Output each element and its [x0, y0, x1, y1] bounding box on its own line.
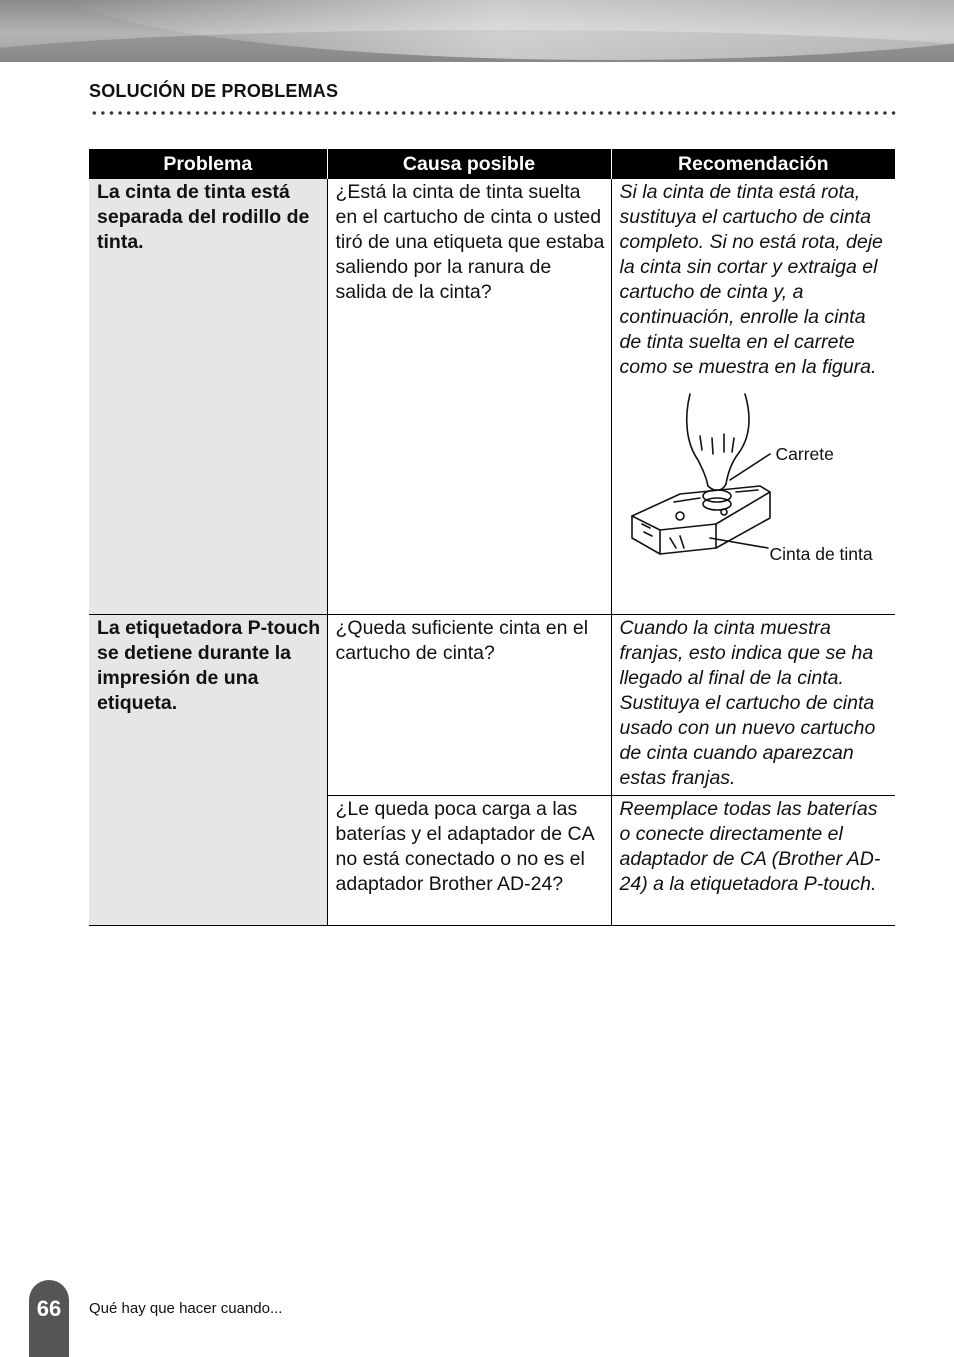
column-header-problem: Problema: [89, 149, 327, 179]
recommendation-cell: Cuando la cinta muestra franjas, esto indica que se ha llegado al final de la cinta. Sustituya el cartucho de cinta usado con un nuevo cartucho de cinta cuando aparezcan estas franjas.: [611, 615, 895, 796]
cause-cell: ¿Le queda poca carga a las baterías y el adaptador de CA no está conectado o no es el adaptador Brother AD-24?: [327, 796, 611, 926]
table-row: [89, 179, 895, 615]
dotted-divider: [90, 110, 896, 116]
recommendation-cell: [611, 179, 895, 615]
column-header-recommendation: Recomendación: [611, 149, 895, 179]
recommendation-cell: Reemplace todas las baterías o conecte directamente el adaptador de CA (Brother AD-24) a la etiquetadora P-touch.: [611, 796, 895, 926]
header-band: [0, 0, 954, 62]
page-number-tab: 66: [29, 1280, 69, 1357]
footer-text: Qué hay que hacer cuando...: [89, 1300, 283, 1317]
section-title: SOLUCIÓN DE PROBLEMAS: [89, 81, 339, 101]
cause-cell: ¿Queda suficiente cinta en el cartucho de cinta?: [327, 615, 611, 796]
cause-cell: ¿Está la cinta de tinta suelta en el cartucho de cinta o usted tiró de una etiqueta que estaba saliendo por la ranura de salida de la cinta?: [327, 179, 611, 615]
table-row: [89, 615, 895, 796]
label-ribbon: Cinta de tinta: [769, 544, 873, 564]
troubleshooting-table: [89, 149, 895, 926]
problem-cell: La etiquetadora P-touch se detiene durante la impresión de una etiqueta.: [89, 615, 327, 926]
spool-figure: [620, 388, 890, 583]
problem-cell: La cinta de tinta está separada del rodillo de tinta.: [89, 179, 327, 615]
label-spool: Carrete: [775, 444, 834, 464]
recommendation-text: Si la cinta de tinta está rota, sustituya el cartucho de cinta completo. Si no está rota, deje la cinta sin cortar y extraiga el cartucho de cinta y, a continuación, enrolle la cinta de tinta suelta en el carrete como se muestra en la figura.: [619, 181, 883, 378]
table-header-row: [89, 149, 895, 179]
column-header-cause: Causa posible: [327, 149, 611, 179]
